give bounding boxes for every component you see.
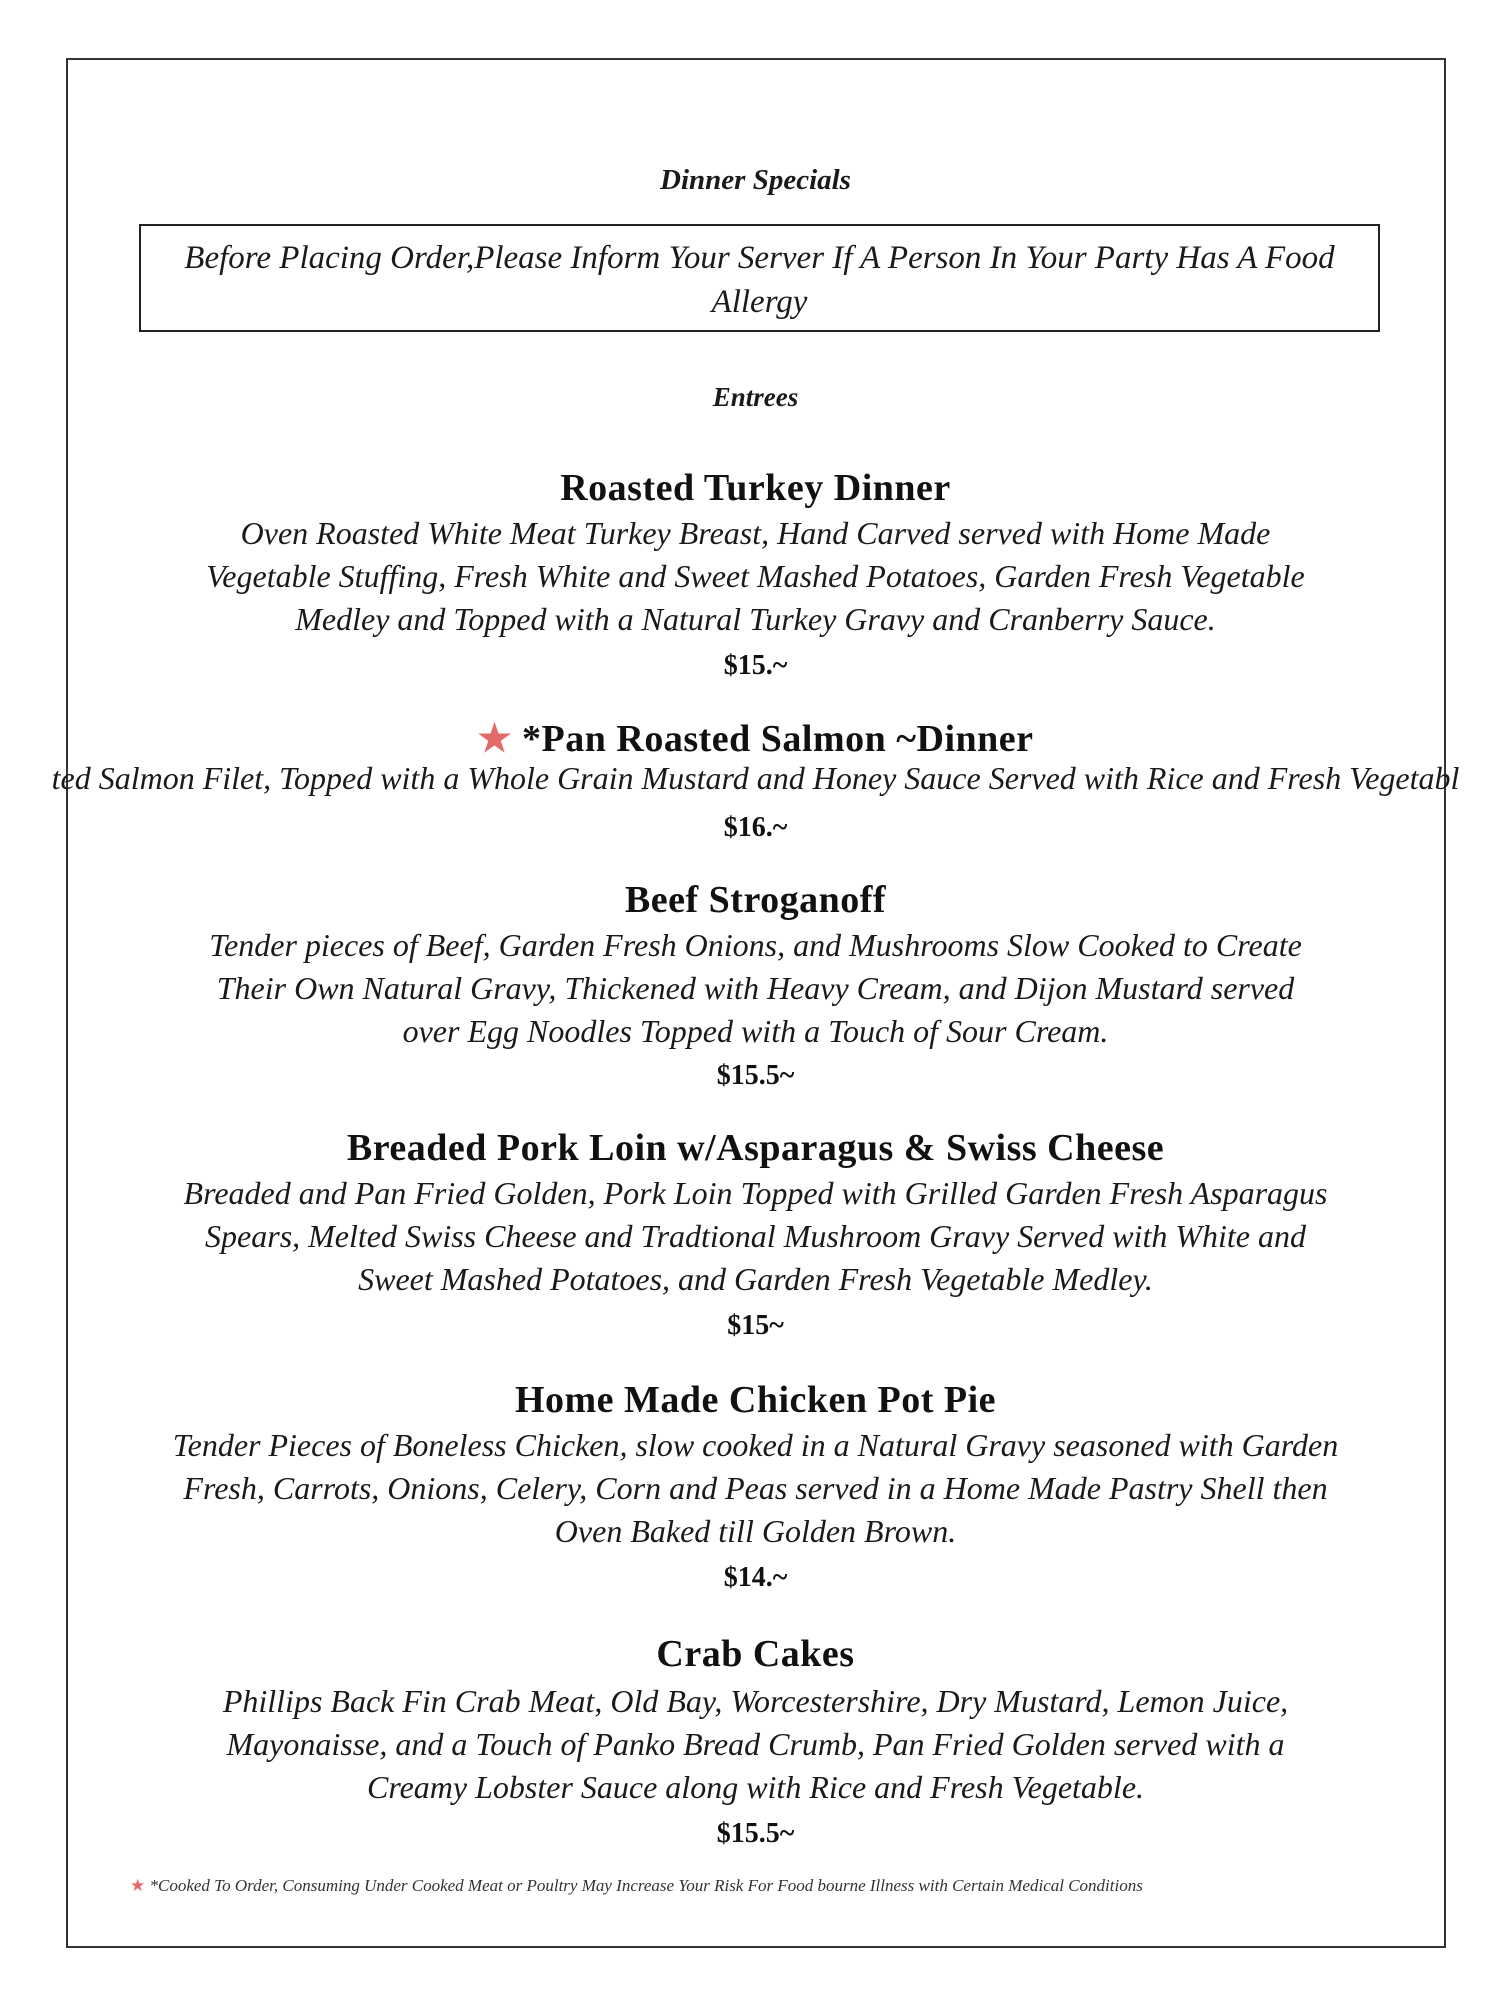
item-description <box>0 1424 1511 1553</box>
star-icon: ★ <box>130 1876 146 1895</box>
item-description-line: Tender Pieces of Boneless Chicken, slow cooked in a Natural Gravy seasoned with Garden <box>172 1427 1339 1463</box>
allergy-notice-box <box>139 224 1380 332</box>
item-price: $15.~ <box>723 650 788 681</box>
footnote-text: *Cooked To Order, Consuming Under Cooked Meat or Poultry May Increase Your Risk For Food bourne Illness with Certain Medical Conditions <box>149 1876 1143 1895</box>
allergy-notice-line-1: Before Placing Order,Please Inform Your Server If A Person In Your Party Has A Food <box>184 240 1335 276</box>
item-description-line: Creamy Lobster Sauce along with Rice and Fresh Vegetable. <box>366 1769 1145 1805</box>
item-title: Home Made Chicken Pot Pie <box>514 1379 997 1421</box>
item-description-line: over Egg Noodles Topped with a Touch of Sour Cream. <box>402 1013 1109 1049</box>
item-description-line: Oven Baked till Golden Brown. <box>554 1513 957 1549</box>
item-description-line: Vegetable Stuffing, Fresh White and Sweet Mashed Potatoes, Garden Fresh Vegetable <box>206 558 1305 594</box>
item-description-line: Tender pieces of Beef, Garden Fresh Onions, and Mushrooms Slow Cooked to Create <box>209 927 1302 963</box>
item-title-row <box>0 716 1511 761</box>
item-title: Breaded Pork Loin w/Asparagus & Swiss Cheese <box>346 1127 1165 1169</box>
page-title: Dinner Specials <box>660 164 851 196</box>
item-price: $16.~ <box>723 812 788 843</box>
item-title: Beef Stroganoff <box>624 879 887 921</box>
item-title: Crab Cakes <box>656 1633 855 1675</box>
footnote <box>130 1876 1380 1896</box>
item-description <box>0 924 1511 1053</box>
item-price: $15.5~ <box>716 1818 795 1849</box>
item-description-line: ted Salmon Filet, Topped with a Whole Grain Mustard and Honey Sauce Served with Rice and Fresh Vegetabl <box>51 760 1460 796</box>
item-description-line: Oven Roasted White Meat Turkey Breast, Hand Carved served with Home Made <box>240 515 1271 551</box>
item-description-line: Their Own Natural Gravy, Thickened with Heavy Cream, and Dijon Mustard served <box>216 970 1295 1006</box>
item-description-line: Phillips Back Fin Crab Meat, Old Bay, Worcestershire, Dry Mustard, Lemon Juice, <box>222 1683 1289 1719</box>
star-icon: ★ <box>477 718 513 760</box>
item-title: Roasted Turkey Dinner <box>560 467 951 509</box>
item-title: *Pan Roasted Salmon ~Dinner <box>522 718 1034 760</box>
item-price: $15~ <box>727 1310 784 1341</box>
item-description-line: Sweet Mashed Potatoes, and Garden Fresh Vegetable Medley. <box>358 1261 1153 1297</box>
item-description <box>0 512 1511 641</box>
allergy-notice-line-2: Allergy <box>711 284 808 320</box>
section-heading: Entrees <box>712 382 799 412</box>
item-price: $15.5~ <box>716 1060 795 1091</box>
item-description <box>0 1172 1511 1301</box>
item-price: $14.~ <box>723 1562 788 1593</box>
item-description-line: Spears, Melted Swiss Cheese and Tradtional Mushroom Gravy Served with White and <box>205 1218 1306 1254</box>
item-description-line: Fresh, Carrots, Onions, Celery, Corn and Peas served in a Home Made Pastry Shell then <box>183 1470 1328 1506</box>
item-description <box>0 1680 1511 1809</box>
item-description-line: Breaded and Pan Fried Golden, Pork Loin Topped with Grilled Garden Fresh Asparagus <box>183 1175 1328 1211</box>
item-description-line: Medley and Topped with a Natural Turkey Gravy and Cranberry Sauce. <box>295 601 1216 637</box>
item-description-line: Mayonaisse, and a Touch of Panko Bread Crumb, Pan Fried Golden served with a <box>226 1726 1285 1762</box>
